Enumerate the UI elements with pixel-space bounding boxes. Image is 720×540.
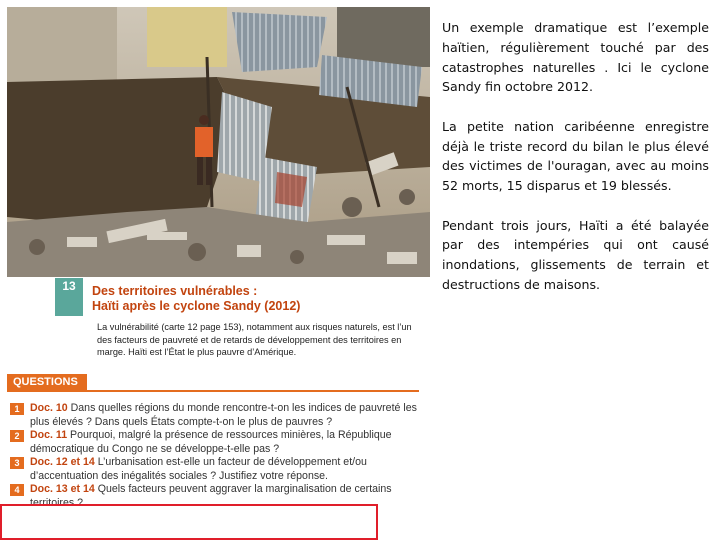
question-doc-ref: Doc. 12 et 14	[30, 456, 95, 468]
paragraph-1: Un exemple dramatique est l’exemple haïtien, régulièrement touché par des catastrophes naturelles . Ici le cyclone Sandy fin octobre 2012.	[442, 20, 709, 95]
document-title	[92, 284, 412, 314]
question-doc-ref: Doc. 11	[30, 429, 68, 441]
question-text: Dans quelles régions du monde rencontre-t-on les indices de pauvreté les plus élevés ? Dans quels États compte-t-on le plus de pauvres ?	[30, 402, 417, 428]
question-4-highlight-box	[0, 504, 378, 540]
document-title-line2: Haïti après le cyclone Sandy (2012)	[92, 299, 301, 313]
question-text: L’urbanisation est-elle un facteur de développement et/ou d’accentuation des inégalités sociales ? Justifiez votre réponse.	[30, 456, 367, 482]
question-text: Pourquoi, malgré la présence de ressources minières, la République démocratique du Congo ne se développe-t-elle pas ?	[30, 429, 392, 455]
document-title-line1: Des territoires vulnérables :	[92, 284, 258, 298]
question-number: 3	[10, 457, 24, 469]
document-description: La vulnérabilité (carte 12 page 153), notamment aux risques naturels, est l’un des facteurs de pauvreté et de retards de développement des territoires en marge. Haïti est l’État le plus pauvre d’Amérique.	[97, 322, 412, 357]
questions-heading: QUESTIONS	[7, 374, 87, 391]
question-number: 1	[10, 403, 24, 415]
questions-divider	[7, 390, 419, 392]
question-number: 4	[10, 484, 24, 496]
document-number-tab	[55, 278, 83, 316]
photo-cyclone-damage	[7, 7, 430, 277]
question-doc-ref: Doc. 10	[30, 402, 68, 414]
questions-list	[10, 402, 420, 510]
right-text-block	[442, 18, 709, 314]
question-number: 2	[10, 430, 24, 442]
question-item	[10, 456, 420, 483]
question-item	[10, 402, 420, 429]
paragraph-3: Pendant trois jours, Haïti a été balayée par des intempéries qui ont causé inondations, glissements de terrain et destructions de maisons.	[442, 217, 709, 292]
question-item	[10, 429, 420, 456]
question-text: Quels facteurs peuvent aggraver la marginalisation de certains territoires ?	[30, 483, 392, 509]
question-doc-ref: Doc. 13 et 14	[30, 483, 95, 495]
document-number: 13	[62, 279, 76, 293]
paragraph-2: La petite nation caribéenne enregistre déjà le triste record du bilan le plus élevé des victimes de l'ouragan, avec au moins 52 morts, 15 disparus et 19 blessés.	[442, 118, 709, 194]
